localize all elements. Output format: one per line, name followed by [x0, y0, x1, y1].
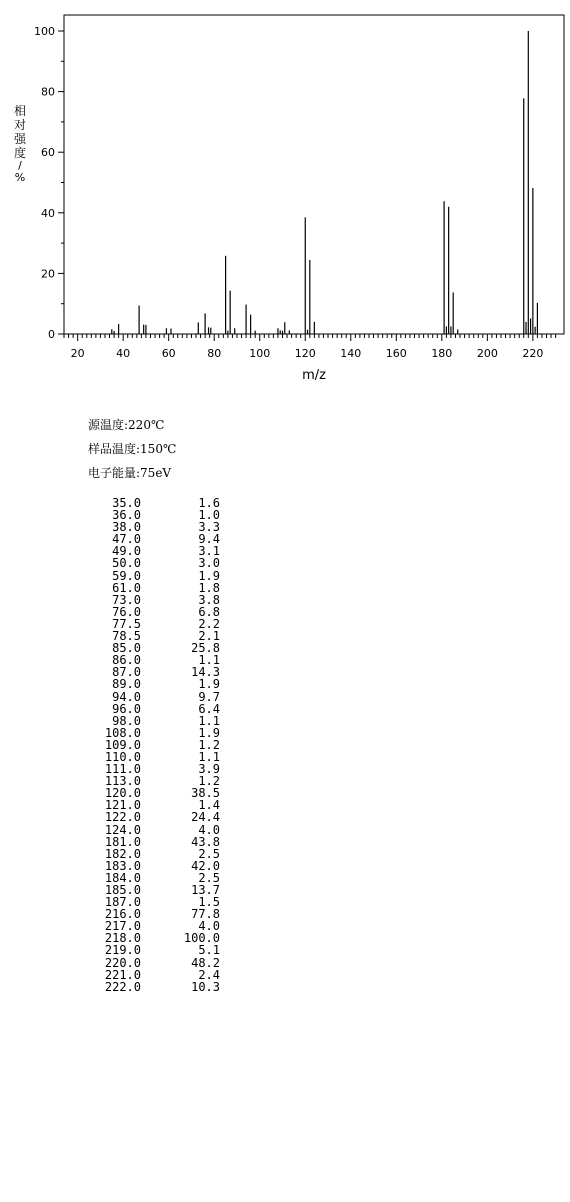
mz-value: 38.0: [112, 520, 141, 535]
mz-value: 217.0: [104, 919, 141, 934]
intensity-value: 5.1: [198, 943, 220, 958]
y-tick-label: 40: [41, 206, 55, 220]
intensity-value: 3.0: [198, 556, 220, 571]
intensity-value: 1.5: [198, 895, 220, 910]
x-tick-label: 20: [70, 347, 85, 360]
mz-value: 122.0: [104, 810, 141, 825]
intensity-value: 1.4: [198, 798, 220, 813]
mz-value: 219.0: [104, 943, 141, 958]
mz-value: 50.0: [112, 556, 141, 571]
intensity-value: 2.4: [198, 967, 220, 982]
table-row: [84, 582, 220, 594]
mz-value: 76.0: [112, 604, 141, 619]
mz-value: 36.0: [112, 508, 141, 523]
y-axis-label: 相对强度/ %: [13, 104, 27, 184]
mz-value: 222.0: [104, 979, 141, 994]
sample-temperature: 样品温度:150℃: [88, 442, 177, 456]
y-tick-label: 80: [41, 85, 55, 99]
intensity-value: 2.5: [198, 846, 220, 861]
table-row: [84, 715, 220, 727]
intensity-value: 13.7: [191, 883, 220, 897]
mz-value: 187.0: [104, 895, 141, 910]
x-tick-label: 160: [385, 347, 407, 360]
y-tick-label: 100: [34, 25, 55, 38]
mz-value: 218.0: [104, 931, 141, 946]
intensity-value: 1.2: [198, 774, 220, 789]
intensity-value: 1.1: [198, 713, 220, 728]
mz-value: 87.0: [112, 665, 141, 680]
intensity-value: 10.3: [191, 979, 220, 994]
mz-value: 221.0: [104, 967, 141, 982]
mz-value: 216.0: [104, 907, 141, 922]
table-row: [84, 957, 220, 969]
table-row: [84, 557, 220, 569]
mz-value: 49.0: [112, 544, 141, 559]
x-tick-label: 120: [294, 347, 316, 360]
y-tick-label: 60: [41, 146, 55, 160]
x-tick-label: 40: [116, 347, 131, 360]
intensity-value: 9.4: [198, 532, 220, 547]
x-axis-ticks: [64, 334, 556, 360]
mz-value: 113.0: [104, 774, 141, 789]
intensity-value: 6.4: [198, 701, 220, 716]
mz-value: 220.0: [104, 955, 141, 970]
intensity-value: 3.8: [198, 592, 220, 607]
intensity-value: 1.6: [198, 496, 220, 510]
table-row: [84, 848, 220, 860]
intensity-value: 9.7: [198, 689, 220, 704]
mz-value: 108.0: [104, 725, 141, 740]
intensity-value: 1.8: [198, 580, 220, 595]
mz-value: 182.0: [104, 846, 141, 861]
intensity-value: 1.0: [198, 508, 220, 523]
intensity-value: 6.8: [198, 604, 220, 619]
mz-value: 85.0: [112, 641, 141, 656]
mz-value: 110.0: [104, 749, 141, 764]
intensity-value: 25.8: [191, 641, 220, 656]
y-tick-label: 0: [48, 328, 55, 341]
mz-value: 47.0: [112, 532, 141, 547]
intensity-value: 48.2: [191, 955, 220, 970]
plot-frame: [64, 15, 564, 334]
mz-value: 61.0: [112, 580, 141, 595]
intensity-value: 2.2: [198, 616, 220, 631]
mz-value: 109.0: [104, 737, 141, 752]
x-tick-label: 80: [207, 347, 222, 360]
intensity-value: 2.5: [198, 870, 220, 885]
intensity-value: 2.1: [198, 629, 220, 644]
intensity-value: 3.3: [198, 520, 220, 535]
table-row: [84, 836, 220, 848]
x-tick-label: 140: [340, 347, 362, 360]
intensity-value: 100.0: [183, 931, 220, 946]
intensity-value: 1.9: [198, 725, 220, 740]
x-tick-label: 60: [161, 347, 176, 360]
mz-value: 111.0: [104, 762, 141, 777]
y-axis-ticks: [34, 25, 64, 341]
x-tick-label: 200: [476, 347, 498, 360]
mz-value: 73.0: [112, 592, 141, 607]
table-row: [84, 678, 220, 690]
mz-value: 185.0: [104, 883, 141, 897]
intensity-value: 3.1: [198, 544, 220, 559]
intensity-value: 42.0: [191, 858, 220, 873]
mz-value: 183.0: [104, 858, 141, 873]
mz-value: 35.0: [112, 496, 141, 510]
x-axis-label: m/z: [302, 368, 326, 383]
mz-value: 96.0: [112, 701, 141, 716]
intensity-value: 1.1: [198, 749, 220, 764]
intensity-value: 24.4: [191, 810, 220, 825]
x-tick-label: 100: [249, 347, 271, 360]
table-row: [84, 969, 220, 981]
mz-value: 98.0: [112, 713, 141, 728]
spectrum-peaks: [112, 31, 538, 334]
mz-value: 77.5: [112, 616, 141, 631]
mz-value: 59.0: [112, 568, 141, 583]
table-row: [84, 691, 220, 703]
mz-value: 120.0: [104, 786, 141, 801]
x-tick-label: 220: [522, 347, 544, 360]
mz-value: 78.5: [112, 629, 141, 644]
table-row: [84, 570, 220, 582]
intensity-value: 77.8: [191, 907, 220, 922]
electron-energy: 电子能量:75eV: [88, 466, 172, 480]
table-row: [84, 811, 220, 823]
mz-value: 89.0: [112, 677, 141, 692]
intensity-value: 43.8: [191, 834, 220, 849]
intensity-value: 4.0: [198, 822, 220, 837]
intensity-value: 1.9: [198, 568, 220, 583]
mz-value: 86.0: [112, 653, 141, 668]
intensity-value: 1.2: [198, 737, 220, 752]
intensity-value: 1.9: [198, 677, 220, 692]
table-row: [84, 981, 220, 993]
table-row: [84, 824, 220, 836]
mz-value: 121.0: [104, 798, 141, 813]
peak-table: [84, 497, 220, 993]
y-tick-label: 20: [41, 267, 55, 281]
table-row: [84, 944, 220, 956]
mz-value: 124.0: [104, 822, 141, 837]
mz-value: 181.0: [104, 834, 141, 849]
intensity-value: 3.9: [198, 762, 220, 777]
mz-value: 94.0: [112, 689, 141, 704]
intensity-value: 14.3: [191, 665, 220, 680]
intensity-value: 38.5: [191, 786, 220, 801]
mass-spectrum-chart: [0, 0, 570, 390]
table-row: [84, 703, 220, 715]
intensity-value: 4.0: [198, 919, 220, 934]
intensity-value: 1.1: [198, 653, 220, 668]
source-temperature: 源温度:220℃: [88, 418, 165, 432]
x-tick-label: 180: [431, 347, 453, 360]
mz-value: 184.0: [104, 870, 141, 885]
